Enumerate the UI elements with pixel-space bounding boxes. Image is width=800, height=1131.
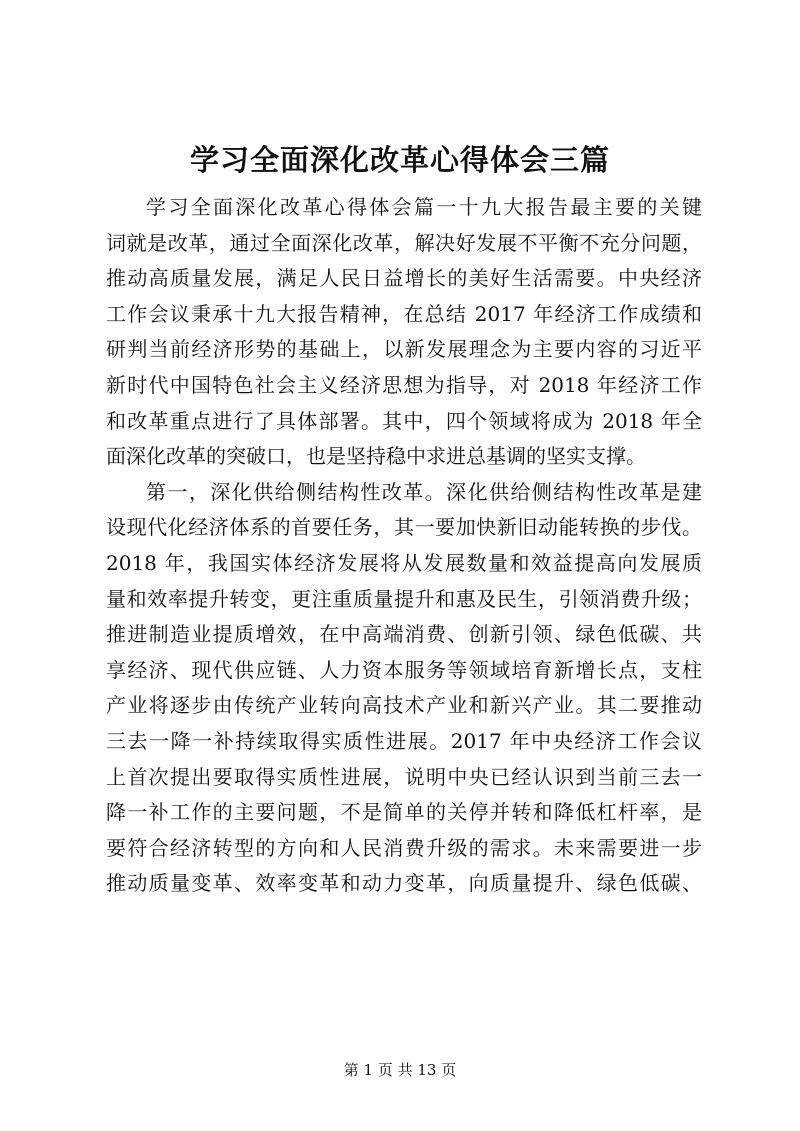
- text-line: 要符合经济转型的方向和人民消费升级的需求。未来需要进一步: [106, 835, 702, 860]
- paragraph-2: [106, 475, 702, 902]
- text-line: 第一，深化供给侧结构性改革。深化供给侧结构性改革是建: [146, 479, 702, 504]
- text-line: 量和效率提升转变，更注重质量提升和惠及民生，引领消费升级；: [106, 586, 702, 611]
- text-line: 面深化改革的突破口，也是坚持稳中求进总基调的坚实支撑。: [106, 444, 646, 469]
- text-line: 推进制造业提质增效，在中高端消费、创新引领、绿色低碳、共: [106, 622, 702, 647]
- text-line: 上首次提出要取得实质性进展，说明中央已经认识到当前三去一: [106, 764, 702, 789]
- text-line: 降一补工作的主要问题，不是简单的关停并转和降低杠杆率，是: [106, 800, 702, 825]
- text-line: 推动高质量发展，满足人民日益增长的美好生活需要。中央经济: [106, 266, 702, 291]
- text-line: 新时代中国特色社会主义经济思想为指导，对 2018 年经济工作: [106, 372, 702, 397]
- text-line: 2018 年，我国实体经济发展将从发展数量和效益提高向发展质: [106, 550, 702, 575]
- text-line: 三去一降一补持续取得实质性进展。2017 年中央经济工作会议: [106, 728, 702, 753]
- text-line: 研判当前经济形势的基础上，以新发展理念为主要内容的习近平: [106, 337, 702, 362]
- text-line: 享经济、现代供应链、人力资本服务等领域培育新增长点，支柱: [106, 657, 702, 682]
- text-line: 学习全面深化改革心得体会篇一十九大报告最主要的关键: [146, 195, 702, 219]
- text-line: 工作会议秉承十九大报告精神，在总结 2017 年经济工作成绩和: [106, 301, 702, 326]
- text-line: 推动质量变革、效率变革和动力变革，向质量提升、绿色低碳、: [106, 871, 702, 896]
- text-line: 和改革重点进行了具体部署。其中，四个领域将成为 2018 年全: [106, 408, 702, 433]
- text-line: 设现代化经济体系的首要任务，其一要加快新旧动能转换的步伐。: [106, 515, 702, 540]
- document-body: [106, 190, 702, 902]
- text-line: 词就是改革，通过全面深化改革，解决好发展不平衡不充分问题，: [106, 230, 702, 255]
- document-title: 学习全面深化改革心得体会三篇: [189, 143, 610, 177]
- paragraph-1: [106, 190, 702, 475]
- text-line: 产业将逐步由传统产业转向高技术产业和新兴产业。其二要推动: [106, 693, 702, 718]
- page-footer: 第 1 页 共 13 页: [343, 1061, 457, 1079]
